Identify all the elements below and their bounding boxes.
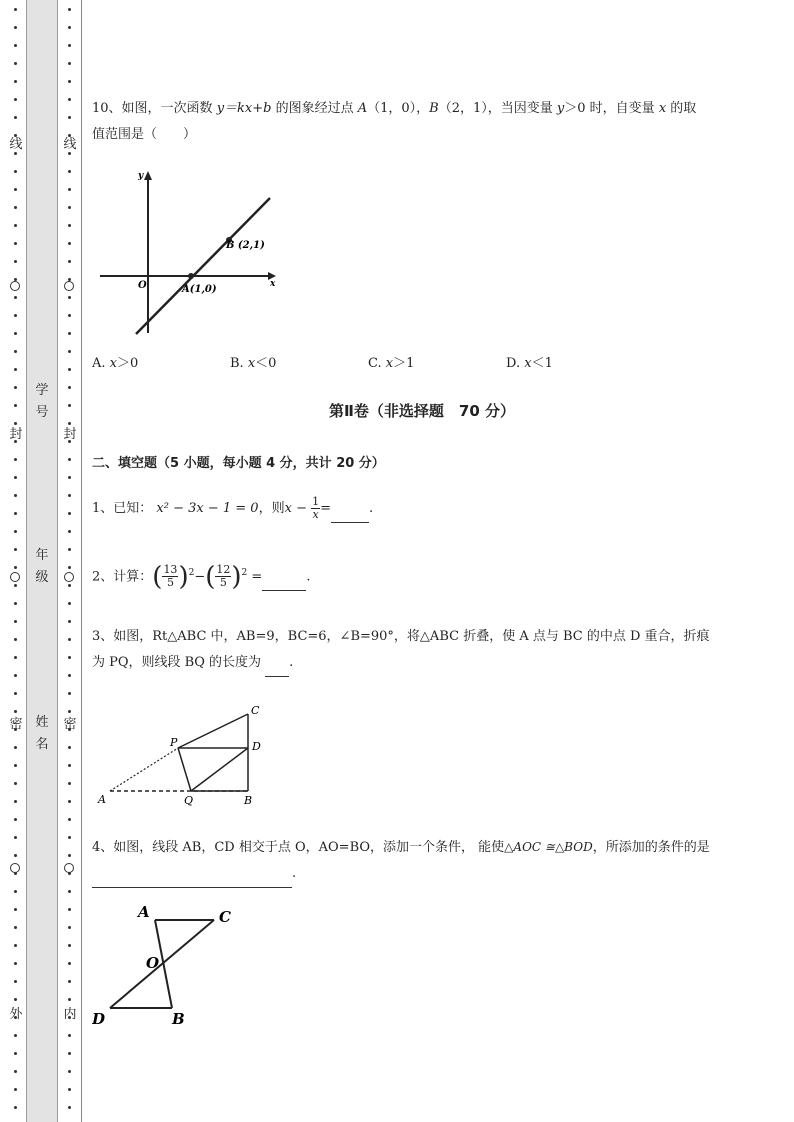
f3-line2: 为 PQ，则线段 BQ 的长度为: [92, 655, 266, 670]
dot: [68, 62, 71, 65]
cut-line: [81, 0, 82, 1122]
dot: [14, 800, 17, 803]
function-line: [136, 198, 270, 334]
inner-circle-3: [64, 863, 74, 873]
q10-point-b: B: [429, 101, 439, 116]
dot: [68, 890, 71, 893]
dot: [14, 404, 17, 407]
dot: [68, 998, 71, 1001]
dot: [14, 620, 17, 623]
inner-label-seal: 封: [63, 427, 77, 442]
point-a-label: A(1,0): [182, 284, 217, 295]
dot: [14, 296, 17, 299]
dot: [68, 224, 71, 227]
binding-margin: [0, 0, 82, 1122]
dot: [68, 368, 71, 371]
fill-question-2: 2、计算：( $\frac{13}{5}$ )$^2$−( $\frac{12}{5}$ )$^2$ = .: [92, 561, 311, 592]
label-c: C: [219, 908, 231, 926]
dot: [68, 638, 71, 641]
dot: [68, 836, 71, 839]
dot: [14, 116, 17, 119]
dot: [14, 512, 17, 515]
dot: [68, 746, 71, 749]
label-d: D: [252, 740, 261, 753]
option-c[interactable]: C. x＞1: [368, 356, 415, 371]
outer-label-line: 线: [9, 137, 23, 152]
f4-answer-blank[interactable]: [92, 861, 292, 888]
dot: [14, 548, 17, 551]
option-d[interactable]: D. x＜1: [506, 356, 553, 371]
q10-text-c: ＞0 时，自变量: [564, 101, 659, 116]
dot: [68, 710, 71, 713]
dot: [68, 44, 71, 47]
dot: [14, 368, 17, 371]
dot: [14, 1070, 17, 1073]
dot: [68, 152, 71, 155]
dot: [68, 602, 71, 605]
segment-pq: [178, 748, 191, 791]
dot: [68, 692, 71, 695]
inner-label-inside: 内: [63, 1007, 77, 1022]
outer-label-seal: 封: [9, 427, 23, 442]
section-2-subtitle: 二、填空题（5 小题，每小题 4 分，共计 20 分）: [92, 456, 385, 471]
dot: [68, 566, 71, 569]
dot: [68, 404, 71, 407]
segment-ap: [110, 748, 178, 791]
dot: [68, 386, 71, 389]
dot: [14, 908, 17, 911]
segment-cd: [110, 920, 214, 1008]
dot: [14, 1088, 17, 1091]
field-label-name: 姓名: [35, 715, 49, 752]
outer-label-outside: 外: [9, 1007, 23, 1022]
dot: [68, 206, 71, 209]
dot: [14, 98, 17, 101]
dot: [68, 350, 71, 353]
dot: [68, 548, 71, 551]
dot: [14, 350, 17, 353]
dot: [14, 1034, 17, 1037]
option-a[interactable]: A. x＞0: [92, 356, 139, 371]
label-d: D: [92, 1010, 106, 1028]
inner-circle-2: [64, 572, 74, 582]
dot: [68, 1034, 71, 1037]
f1-fraction: $\frac{1}{x}$: [312, 495, 320, 521]
q10-formula: y＝kx+b: [216, 101, 272, 116]
f3-line1: 3、如图，Rt△ABC 中，AB=9，BC=6，∠B=90°，将△ABC 折叠，使 A 点与 BC 的中点 D 重合，折痕: [92, 629, 710, 644]
q10-line2: 值范围是（ ）: [92, 127, 197, 142]
dot: [14, 314, 17, 317]
dot: [68, 422, 71, 425]
dot: [14, 836, 17, 839]
fill-question-1: 1、已知： x² − 3x − 1 = 0，则x − $\frac{1}{x}$ = .: [92, 495, 374, 521]
dot: [14, 1106, 17, 1109]
dot: [68, 26, 71, 29]
fill-question-3: 3、如图，Rt△ABC 中，AB=9，BC=6，∠B=90°，将△ABC 折叠，使 A 点与 BC 的中点 D 重合，折痕 为 PQ，则线段 BQ 的长度为 .: [92, 624, 752, 677]
dot: [14, 962, 17, 965]
dot: [14, 1052, 17, 1055]
dot: [68, 674, 71, 677]
dot: [14, 530, 17, 533]
dot: [68, 926, 71, 929]
dot: [14, 422, 17, 425]
label-a: A: [98, 793, 106, 806]
point-a-marker: [188, 273, 194, 279]
dot: [68, 908, 71, 911]
dot: [14, 188, 17, 191]
q10-var-x: x: [658, 101, 667, 116]
dot: [14, 476, 17, 479]
option-b[interactable]: B. x＜0: [230, 356, 277, 371]
dot: [14, 674, 17, 677]
dot: [14, 764, 17, 767]
dot: [14, 224, 17, 227]
outer-circle-1: [10, 281, 20, 291]
q10-var-y: y: [556, 101, 565, 116]
section-2-title: 第Ⅱ卷（非选择题 70 分）: [329, 402, 515, 420]
f3-answer-blank[interactable]: [265, 650, 289, 677]
dot: [14, 854, 17, 857]
dot: [14, 458, 17, 461]
inner-circle-1: [64, 281, 74, 291]
dot: [68, 80, 71, 83]
dot: [14, 206, 17, 209]
dot: [68, 314, 71, 317]
dot: [14, 566, 17, 569]
dot: [68, 1088, 71, 1091]
dot: [68, 512, 71, 515]
f1-answer-blank[interactable]: [331, 496, 369, 523]
outer-circle-3: [10, 863, 20, 873]
dot: [68, 1106, 71, 1109]
dot: [14, 890, 17, 893]
dot: [14, 980, 17, 983]
q10-point-a: A: [357, 101, 368, 116]
dot: [14, 602, 17, 605]
dot: [68, 944, 71, 947]
dot: [14, 638, 17, 641]
dot: [14, 746, 17, 749]
dot: [68, 8, 71, 11]
dot: [68, 242, 71, 245]
q10-linear-function-graph: [98, 168, 288, 336]
dot: [14, 242, 17, 245]
dot: [14, 944, 17, 947]
dot: [14, 8, 17, 11]
dot: [68, 296, 71, 299]
label-o: O: [146, 954, 160, 972]
dot: [14, 710, 17, 713]
field-label-student-id: 学号: [35, 383, 49, 420]
dot: [68, 584, 71, 587]
outer-label-secret: 密: [9, 717, 23, 732]
dot: [14, 782, 17, 785]
f2-answer-blank[interactable]: [262, 564, 306, 591]
dot: [68, 980, 71, 983]
fill-question-4: 4、如图，线段 AB，CD 相交于点 O，AO=BO，添加一个条件， 能使△AOC ≅△BOD，所添加的条件的是 .: [92, 834, 752, 888]
f4-intersecting-segments-figure: [92, 898, 252, 1032]
dot: [68, 260, 71, 263]
dot: [14, 692, 17, 695]
dot: [14, 998, 17, 1001]
dot: [68, 98, 71, 101]
q10-text-d: 的取: [666, 101, 697, 116]
dot: [68, 962, 71, 965]
dot: [14, 260, 17, 263]
segment-qd: [191, 748, 248, 791]
segment-pc: [178, 714, 248, 748]
dot: [68, 530, 71, 533]
dot: [68, 116, 71, 119]
label-b: B: [172, 1010, 185, 1028]
dot: [14, 386, 17, 389]
dot: [68, 170, 71, 173]
q10-coord-b: （2，1），当因变量: [438, 101, 557, 116]
q10-coord-a: （1，0），: [367, 101, 430, 116]
label-a: A: [138, 903, 150, 921]
dot: [68, 188, 71, 191]
f1-equation: x² − 3x − 1 = 0: [156, 501, 259, 516]
label-q: Q: [184, 794, 194, 807]
q10-text-a: 10、如图，一次函数: [92, 101, 217, 116]
dot: [14, 926, 17, 929]
dot: [14, 494, 17, 497]
label-c: C: [251, 704, 260, 717]
inner-dotted-line: [68, 0, 72, 1122]
q10-text-b: 的图象经过点: [271, 101, 358, 116]
outer-dotted-line: [14, 0, 18, 1122]
inner-label-line: 线: [63, 137, 77, 152]
dot: [68, 620, 71, 623]
label-p: P: [170, 736, 178, 749]
dot: [68, 1052, 71, 1055]
dot: [68, 782, 71, 785]
field-label-grade: 年级: [35, 548, 49, 585]
x-axis-label: x: [270, 279, 276, 289]
outer-circle-2: [10, 572, 20, 582]
y-axis-arrow: [144, 171, 152, 180]
dot: [14, 152, 17, 155]
dot: [68, 476, 71, 479]
y-axis-label: y: [138, 171, 144, 181]
dot: [68, 1070, 71, 1073]
dot: [68, 818, 71, 821]
dot: [14, 26, 17, 29]
dot: [68, 332, 71, 335]
dot: [14, 818, 17, 821]
dot: [68, 764, 71, 767]
dot: [14, 80, 17, 83]
dot: [14, 44, 17, 47]
question-10: [92, 96, 752, 148]
inner-label-secret: 密: [63, 717, 77, 732]
dot: [68, 458, 71, 461]
f3-triangle-fold-figure: [96, 700, 276, 810]
dot: [14, 584, 17, 587]
dot: [14, 170, 17, 173]
origin-label: O: [138, 280, 147, 291]
dot: [14, 656, 17, 659]
f4-congruence: △AOC ≅△BOD: [504, 840, 593, 854]
dot: [68, 494, 71, 497]
dot: [68, 800, 71, 803]
dot: [68, 854, 71, 857]
dot: [14, 62, 17, 65]
dot: [14, 332, 17, 335]
point-b-label: B (2,1): [226, 240, 265, 251]
dot: [68, 656, 71, 659]
label-b: B: [244, 794, 253, 807]
